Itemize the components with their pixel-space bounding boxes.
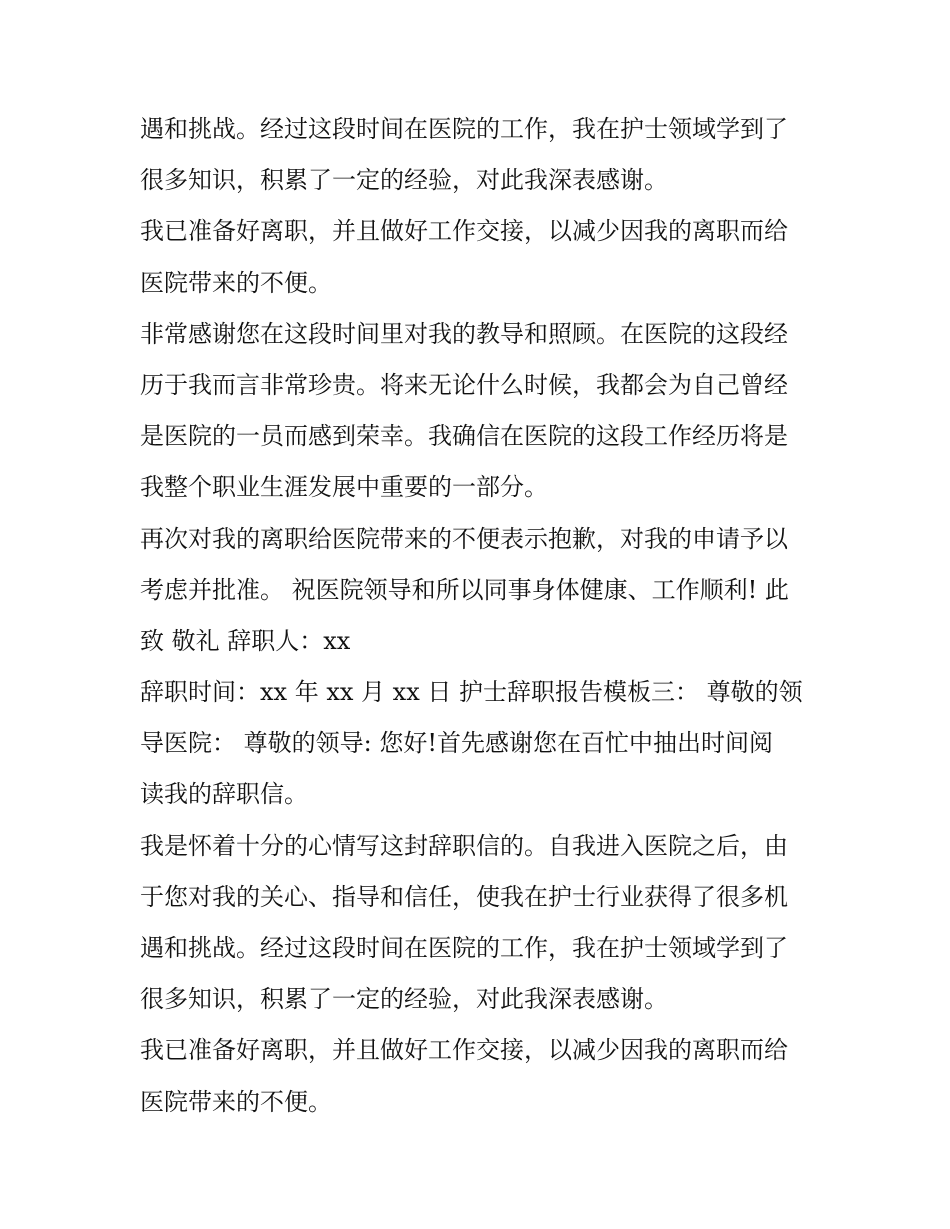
text-line: 导医院： 尊敬的领导: 您好!首先感谢您在百忙中抽出时间阅 [140,729,773,758]
text-line: 再次对我的离职给医院带来的不便表示抱歉，对我的申请予以 [140,524,788,553]
text-line: 辞职时间：xx 年 xx 月 xx 日 护士辞职报告模板三： 尊敬的领 [140,678,803,707]
text-line: 我已准备好离职，并且做好工作交接，以减少因我的离职而给 [140,1036,788,1065]
text-line: 很多知识，积累了一定的经验，对此我深表感谢。 [140,166,668,195]
text-line: 是医院的一员而感到荣幸。我确信在医院的这段工作经历将是 [140,422,788,451]
text-line: 遇和挑战。经过这段时间在医院的工作，我在护士领域学到了 [140,934,788,962]
text-line: 我整个职业生涯发展中重要的一部分。 [140,473,548,502]
text-line: 医院带来的不便。 [140,1087,332,1116]
text-line: 致 敬礼 辞职人：xx [140,626,351,655]
text-line: 考虑并批准。 祝医院领导和所以同事身体健康、工作顺利! 此 [140,575,789,604]
text-line: 非常感谢您在这段时间里对我的教导和照顾。在医院的这段经 [140,319,788,348]
text-line: 遇和挑战。经过这段时间在医院的工作，我在护士领域学到了 [140,115,788,143]
text-line: 很多知识，积累了一定的经验，对此我深表感谢。 [140,985,668,1014]
text-line: 读我的辞职信。 [140,780,308,809]
text-line: 我是怀着十分的心情写这封辞职信的。自我进入医院之后，由 [140,831,788,860]
text-line: 历于我而言非常珍贵。将来无论什么时候，我都会为自己曾经 [140,370,788,399]
text-line: 我已准备好离职，并且做好工作交接，以减少因我的离职而给 [140,217,788,246]
text-line: 于您对我的关心、指导和信任，使我在护士行业获得了很多机 [140,882,788,911]
document-body [140,104,820,1128]
text-line: 医院带来的不便。 [140,268,332,297]
